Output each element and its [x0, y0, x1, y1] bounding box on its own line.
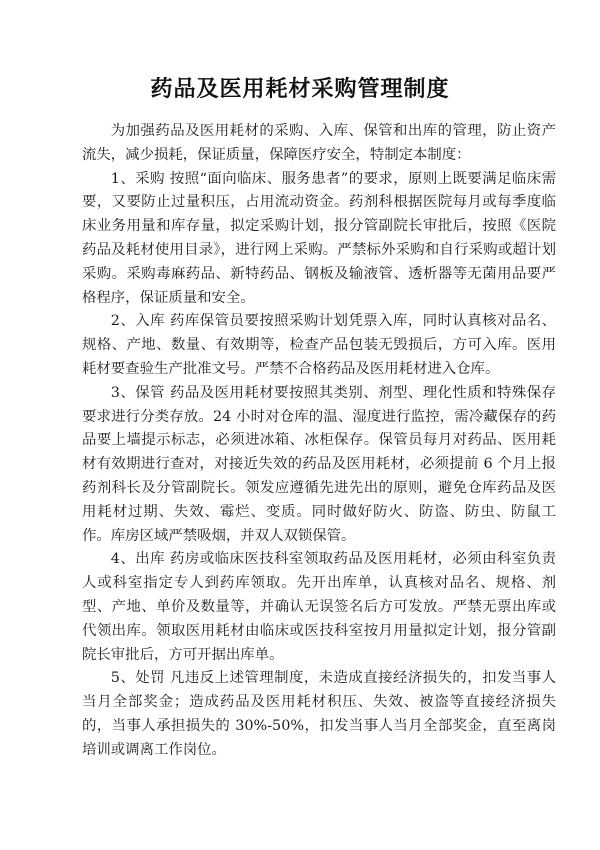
- section-procurement: 1、采购 按照“面向临床、服务患者”的要求，原则上既要满足临床需要，又要防止过量积压，占用流动资金。药剂科根据医院每月或每季度临床业务用量和库存量，拟定采购计划，报分管副院长审批后，按照《医院药品及耗材使用目录》，进行网上采购。严禁标外采购和自行采购或超计划采购。采购毒麻药品、新特药品、钢板及输液管、透析器等无菌用品要严格程序，保证质量和安全。: [82, 170, 556, 306]
- section-warehousing: 2、入库 药库保管员要按照采购计划凭票入库，同时认真核对品名、规格、产地、数量、有效期等，检查产品包装无毁损后，方可入库。医用耗材要查验生产批准文号。严禁不合格药品及医用耗材进入仓库。: [82, 313, 556, 377]
- section-outbound: 4、出库 药房或临床医技科室领取药品及医用耗材，必须由科室负责人或科室指定专人到药库领取。先开出库单，认真核对品名、规格、剂型、产地、单价及数量等，并确认无误签名后方可发放。严禁无票出库或代领出库。领取医用耗材由临床或医技科室按月用量拟定计划，报分管副院长审批后，方可开据出库单。: [82, 551, 556, 663]
- document-title: 药品及医用耗材采购管理制度: [150, 77, 450, 102]
- section-penalty: 5、处罚 凡违反上述管理制度，未造成直接经济损失的，扣发当事人当月全部奖金；造成药品及医用耗材积压、失效、被盗等直接经济损失的，当事人承担损失的 30%-50%，扣发当事人当月全部奖金，直至离岗培训或调离工作岗位。: [82, 670, 556, 758]
- intro-paragraph: 为加强药品及医用耗材的采购、入库、保管和出库的管理，防止资产流失，减少损耗，保证质量，保障医疗安全，特制定本制度：: [82, 123, 556, 163]
- document-body: [82, 120, 556, 763]
- section-storage: 3、保管 药品及医用耗材要按照其类别、剂型、理化性质和特殊保存要求进行分类存放。24 小时对仓库的温、湿度进行监控，需冷藏保存的药品要上墙提示标志，必须进冰箱、冰柜保存。保管员每月对药品、医用耗材有效期进行查对，对接近失效的药品及医用耗材，必须提前 6 个月上报药剂科长及分管副院长。领发应遵循先进先出的原则，避免仓库药品及医用耗材过期、失效、霉烂、变质。同时做好防火、防盗、防虫、防鼠工作。库房区域严禁吸烟，并双人双锁保管。: [82, 384, 556, 544]
